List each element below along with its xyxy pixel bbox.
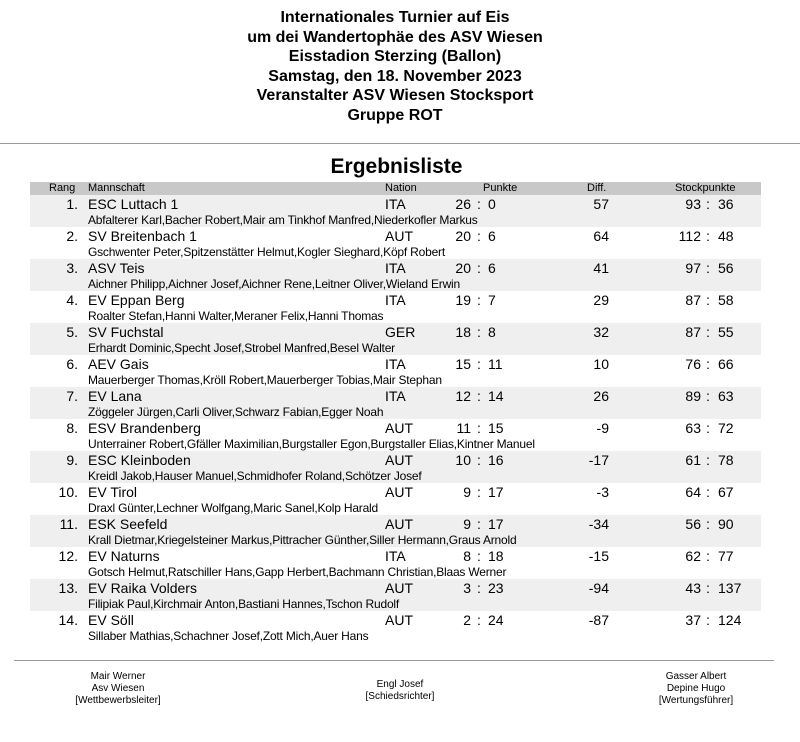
diff-cell: 32	[593, 324, 609, 340]
stockpoints-for: 61	[685, 452, 701, 468]
signature-name: Gasser Albert	[665, 671, 727, 682]
points-lost: 17	[488, 516, 504, 532]
stockpoints-for: 97	[685, 260, 701, 276]
stockpoints-for: 62	[685, 548, 701, 564]
diff-cell: -3	[596, 484, 609, 500]
table-row	[30, 387, 761, 419]
header-line-venue: Eisstadion Sterzing (Ballon)	[288, 48, 502, 65]
diff-cell: 29	[593, 292, 609, 308]
header-line-date: Samstag, den 18. November 2023	[268, 67, 522, 85]
nation-cell: AUT	[385, 420, 413, 436]
points-lost: 16	[488, 452, 504, 468]
points-separator: :	[477, 580, 481, 596]
stockpoints-for: 87	[685, 324, 701, 340]
stockpoints-for: 87	[685, 292, 701, 308]
team-name: ESC Kleinboden	[88, 452, 191, 468]
table-row	[30, 515, 761, 547]
team-name: ESV Brandenberg	[88, 420, 201, 436]
signature-referee	[350, 679, 450, 703]
points-lost: 14	[488, 388, 504, 404]
stockpoints-separator: :	[706, 420, 710, 436]
diff-cell: -15	[588, 548, 609, 564]
players-list: Draxl Günter,Lechner Wolfgang,Maric Sanel,Kolp Harald	[88, 501, 378, 515]
stockpoints-for: 37	[685, 612, 701, 628]
rank-cell: 11.	[59, 516, 78, 532]
rank-cell: 9.	[66, 452, 78, 468]
points-lost: 6	[488, 228, 496, 244]
players-list: Krall Dietmar,Kriegelsteiner Markus,Pittracher Günther,Siller Hermann,Graus Arnold	[88, 533, 517, 547]
table-row	[30, 419, 761, 451]
table-row	[30, 483, 761, 515]
table-row	[30, 291, 761, 323]
points-won: 2	[463, 612, 471, 628]
results-table	[30, 195, 761, 643]
stockpoints-against: 90	[718, 516, 734, 532]
stockpoints-for: 89	[685, 388, 701, 404]
points-lost: 8	[488, 324, 496, 340]
points-won: 9	[463, 484, 471, 500]
points-won: 11	[456, 420, 471, 436]
page-title: Ergebnisliste	[330, 155, 463, 178]
points-lost: 11	[488, 356, 503, 372]
rank-cell: 1.	[66, 196, 78, 212]
stockpoints-separator: :	[706, 324, 710, 340]
stockpoints-separator: :	[706, 292, 710, 308]
rank-cell: 8.	[66, 420, 78, 436]
column-header-diff: Diff.	[587, 182, 607, 194]
team-name: AEV Gais	[88, 356, 149, 372]
table-row	[30, 259, 761, 291]
signature-club: Asv Wiesen	[91, 683, 145, 694]
team-name: ASV Teis	[88, 260, 145, 276]
column-header-team: Mannschaft	[88, 182, 145, 194]
stockpoints-for: 112	[678, 228, 701, 244]
team-name: EV Lana	[88, 388, 142, 404]
stockpoints-separator: :	[706, 452, 710, 468]
points-lost: 18	[488, 548, 504, 564]
nation-cell: ITA	[385, 196, 406, 212]
stockpoints-separator: :	[706, 196, 710, 212]
signature-role: [Wettbewerbsleiter]	[75, 695, 161, 706]
team-name: EV Eppan Berg	[88, 292, 185, 308]
players-list: Unterrainer Robert,Gfäller Maximilian,Burgstaller Egon,Burgstaller Elias,Kintner Manuel	[88, 437, 535, 451]
players-list: Abfalterer Karl,Bacher Robert,Mair am Tinkhof Manfred,Niederkofler Markus	[88, 213, 478, 227]
table-row	[30, 579, 761, 611]
table-row	[30, 227, 761, 259]
signature-scorekeeper	[646, 671, 746, 707]
points-won: 9	[463, 516, 471, 532]
stockpoints-for: 76	[685, 356, 701, 372]
stockpoints-against: 72	[718, 420, 734, 436]
stockpoints-against: 137	[718, 580, 742, 596]
points-separator: :	[477, 228, 481, 244]
team-name: EV Tirol	[88, 484, 138, 500]
rank-cell: 5.	[66, 324, 78, 340]
points-won: 26	[455, 196, 471, 212]
stockpoints-against: 55	[718, 324, 734, 340]
team-name: EV Naturns	[88, 548, 160, 564]
points-lost: 24	[488, 612, 504, 628]
stockpoints-for: 56	[685, 516, 701, 532]
nation-cell: AUT	[385, 612, 413, 628]
points-separator: :	[477, 516, 481, 532]
rank-cell: 6.	[66, 356, 78, 372]
nation-cell: ITA	[385, 292, 406, 308]
results-table-header	[30, 182, 761, 195]
stockpoints-against: 77	[718, 548, 734, 564]
signature-competition-director	[68, 671, 168, 707]
points-won: 10	[455, 452, 471, 468]
footer-divider	[14, 660, 774, 661]
players-list: Gschwenter Peter,Spitzenstätter Helmut,Kogler Sieghard,Köpf Robert	[88, 245, 445, 259]
stockpoints-against: 56	[718, 260, 734, 276]
signature-role: [Schiedsrichter]	[365, 691, 435, 702]
diff-cell: 26	[593, 388, 609, 404]
points-lost: 17	[488, 484, 504, 500]
rank-cell: 10.	[58, 484, 78, 500]
stockpoints-against: 63	[718, 388, 734, 404]
diff-cell: -87	[588, 612, 609, 628]
table-row	[30, 195, 761, 227]
points-separator: :	[477, 420, 481, 436]
stockpoints-for: 43	[685, 580, 701, 596]
stockpoints-separator: :	[706, 580, 710, 596]
rank-cell: 4.	[66, 292, 78, 308]
players-list: Kreidl Jakob,Hauser Manuel,Schmidhofer Roland,Schötzer Josef	[88, 469, 422, 483]
points-won: 8	[463, 548, 471, 564]
points-won: 19	[455, 292, 471, 308]
nation-cell: GER	[385, 324, 416, 340]
nation-cell: AUT	[385, 484, 413, 500]
stockpoints-separator: :	[706, 548, 710, 564]
team-name: SV Breitenbach 1	[88, 228, 197, 244]
points-won: 18	[455, 324, 471, 340]
diff-cell: 10	[593, 356, 609, 372]
rank-cell: 3.	[66, 260, 78, 276]
points-separator: :	[477, 548, 481, 564]
players-list: Filipiak Paul,Kirchmair Anton,Bastiani Hannes,Tschon Rudolf	[88, 597, 400, 611]
document-header	[0, 8, 790, 125]
diff-cell: 64	[593, 228, 609, 244]
stockpoints-for: 63	[685, 420, 701, 436]
header-line-trophy: um dei Wandertophäe des ASV Wiesen	[247, 28, 543, 46]
column-header-rank: Rang	[49, 182, 76, 194]
stockpoints-against: 66	[718, 356, 734, 372]
stockpoints-separator: :	[706, 228, 710, 244]
points-separator: :	[477, 612, 481, 628]
nation-cell: AUT	[385, 228, 413, 244]
stockpoints-against: 78	[718, 452, 734, 468]
stockpoints-separator: :	[706, 260, 710, 276]
stockpoints-against: 67	[718, 484, 734, 500]
diff-cell: -17	[588, 452, 609, 468]
table-row	[30, 611, 761, 643]
points-won: 3	[463, 580, 471, 596]
points-separator: :	[477, 484, 481, 500]
points-won: 20	[455, 260, 471, 276]
players-list: Zöggeler Jürgen,Carli Oliver,Schwarz Fabian,Egger Noah	[88, 405, 384, 419]
signature-name: Mair Werner	[90, 671, 146, 682]
stockpoints-separator: :	[706, 484, 710, 500]
nation-cell: AUT	[385, 452, 413, 468]
points-separator: :	[477, 324, 481, 340]
column-header-stockpoints: Stockpunkte	[675, 182, 736, 194]
players-list: Mauerberger Thomas,Kröll Robert,Mauerberger Tobias,Mair Stephan	[88, 373, 442, 387]
diff-cell: -9	[596, 420, 609, 436]
rank-cell: 7.	[66, 388, 78, 404]
players-list: Sillaber Mathias,Schachner Josef,Zott Mich,Auer Hans	[88, 629, 369, 643]
players-list: Gotsch Helmut,Ratschiller Hans,Gapp Herbert,Bachmann Christian,Blaas Werner	[88, 565, 507, 579]
table-row	[30, 355, 761, 387]
points-won: 15	[455, 356, 471, 372]
nation-cell: ITA	[385, 260, 406, 276]
team-name: EV Raika Volders	[88, 580, 197, 596]
stockpoints-against: 36	[718, 196, 734, 212]
points-separator: :	[477, 356, 481, 372]
players-list: Erhardt Dominic,Specht Josef,Strobel Manfred,Besel Walter	[88, 341, 395, 355]
rank-cell: 13.	[58, 580, 78, 596]
points-won: 20	[455, 228, 471, 244]
stockpoints-against: 48	[718, 228, 734, 244]
nation-cell: ITA	[385, 356, 406, 372]
table-row	[30, 451, 761, 483]
players-list: Roalter Stefan,Hanni Walter,Meraner Felix,Hanni Thomas	[88, 309, 384, 323]
rank-cell: 12.	[58, 548, 78, 564]
rank-cell: 2.	[66, 228, 78, 244]
nation-cell: ITA	[385, 548, 406, 564]
team-name: ESK Seefeld	[88, 516, 168, 532]
team-name: EV Söll	[88, 612, 134, 628]
nation-cell: ITA	[385, 388, 406, 404]
diff-cell: -34	[588, 516, 609, 532]
header-line-organizer: Veranstalter ASV Wiesen Stocksport	[256, 87, 534, 104]
nation-cell: AUT	[385, 580, 413, 596]
diff-cell: 57	[593, 196, 609, 212]
team-name: SV Fuchstal	[88, 324, 164, 340]
stockpoints-for: 93	[685, 196, 701, 212]
stockpoints-separator: :	[706, 516, 710, 532]
diff-cell: -94	[588, 580, 609, 596]
column-header-nation: Nation	[385, 182, 417, 194]
points-lost: 0	[488, 196, 496, 212]
stockpoints-separator: :	[706, 612, 710, 628]
team-name: ESC Luttach 1	[88, 196, 179, 212]
stockpoints-separator: :	[706, 388, 710, 404]
table-row	[30, 547, 761, 579]
stockpoints-against: 58	[718, 292, 734, 308]
points-separator: :	[477, 196, 481, 212]
points-lost: 6	[488, 260, 496, 276]
points-separator: :	[477, 452, 481, 468]
signature-name-2: Depine Hugo	[666, 683, 726, 694]
header-line-tournament: Internationales Turnier auf Eis	[280, 9, 510, 26]
points-separator: :	[477, 292, 481, 308]
header-divider	[0, 143, 800, 144]
points-separator: :	[477, 260, 481, 276]
header-line-group: Gruppe ROT	[347, 106, 443, 124]
signature-name: Engl Josef	[376, 679, 424, 690]
points-lost: 7	[488, 292, 496, 308]
diff-cell: 41	[593, 260, 609, 276]
signature-role: [Wertungsführer]	[658, 695, 734, 706]
points-won: 12	[455, 388, 471, 404]
points-lost: 15	[488, 420, 504, 436]
stockpoints-against: 124	[718, 612, 742, 628]
stockpoints-separator: :	[706, 356, 710, 372]
column-header-points: Punkte	[483, 182, 518, 194]
rank-cell: 14.	[58, 612, 78, 628]
table-row	[30, 323, 761, 355]
players-list: Aichner Philipp,Aichner Josef,Aichner Rene,Leitner Oliver,Wieland Erwin	[88, 277, 460, 291]
stockpoints-for: 64	[685, 484, 701, 500]
nation-cell: AUT	[385, 516, 413, 532]
points-separator: :	[477, 388, 481, 404]
points-lost: 23	[488, 580, 504, 596]
